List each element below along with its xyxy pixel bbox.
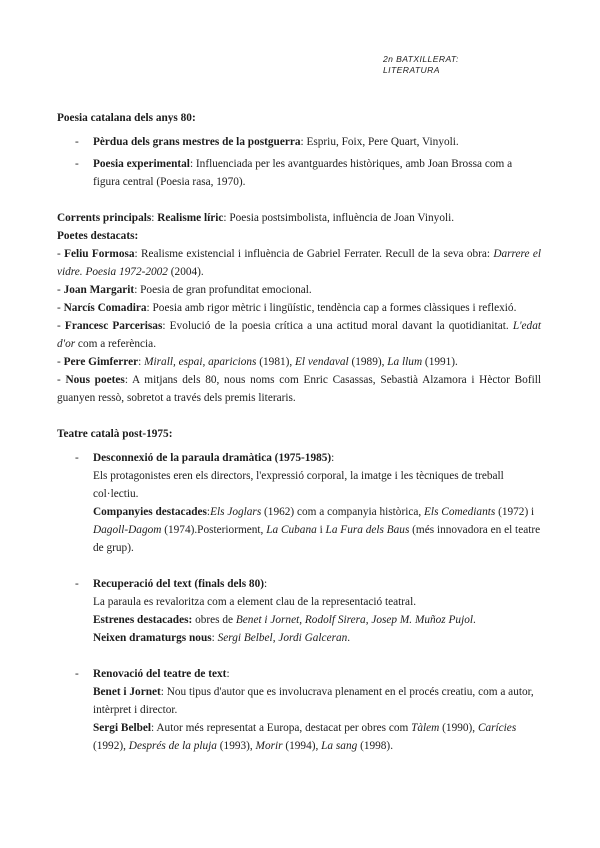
label: Benet i Jornet bbox=[93, 686, 161, 698]
item-text: : Influenciada per les avantguardes històriques, amb Joan Brossa com a figura central (Poesia rasa, 1970). bbox=[93, 158, 513, 188]
author-name: Sergi Belbel bbox=[217, 632, 273, 644]
work-title: La llum bbox=[387, 356, 423, 368]
theatre-section bbox=[57, 425, 541, 755]
list-item bbox=[57, 449, 541, 557]
text: (1990), bbox=[439, 722, 478, 734]
text: , bbox=[272, 632, 279, 644]
section-text bbox=[93, 629, 541, 647]
poet-text: : Realisme existencial i influència de Gabriel Ferrater. Recull de la seva obra: bbox=[134, 248, 494, 260]
heading-suffix: : bbox=[331, 452, 335, 464]
section-heading bbox=[93, 449, 541, 467]
poetry-title: Poesia catalana dels anys 80: bbox=[57, 112, 196, 124]
item-bold: Poesia experimental bbox=[93, 158, 190, 170]
heading-text: Desconnexió de la paraula dramàtica (1975-1985) bbox=[93, 452, 332, 464]
company-name: Dagoll-Dagom bbox=[93, 524, 162, 536]
work-title: L'edat d'or bbox=[57, 320, 541, 350]
work-title: La sang bbox=[321, 740, 358, 752]
section-heading bbox=[93, 575, 541, 593]
text: : bbox=[211, 632, 218, 644]
item-text: : Espriu, Foix, Pere Quart, Vinyoli. bbox=[300, 136, 459, 148]
poet-text: (1991). bbox=[422, 356, 458, 368]
label: Estrenes destacades: bbox=[93, 614, 193, 626]
section-text: Els protagonistes eren els directors, l'expressió corporal, la imatge i les tècniques de treball col·lectiu. bbox=[93, 470, 504, 500]
text: : Autor més representat a Europa, destacat per obres com bbox=[151, 722, 412, 734]
label: Neixen dramaturgs nous bbox=[93, 632, 212, 644]
poetry-section bbox=[57, 109, 541, 191]
poet-text: com a referència. bbox=[75, 338, 157, 350]
poet-text: : Poesia amb rigor mètric i lingüístic, tendència cap a formes clàssiques i reflexió. bbox=[146, 302, 517, 314]
poet-name: Joan Margarit bbox=[63, 284, 135, 296]
work-title: Carícies bbox=[477, 722, 517, 734]
text: , bbox=[299, 614, 305, 626]
text: , bbox=[365, 614, 372, 626]
course-header-line1: 2n BATXILLERAT: bbox=[383, 54, 459, 64]
poet-name: Feliu Formosa bbox=[64, 248, 135, 260]
author-name: Rodolf Sirera bbox=[304, 614, 366, 626]
section-heading bbox=[93, 665, 541, 683]
poet-name: Francesc Parcerisas bbox=[64, 320, 163, 332]
text: (1974).Posteriorment, bbox=[161, 524, 267, 536]
company-name: La Cubana bbox=[266, 524, 317, 536]
theatre-title: Teatre català post-1975: bbox=[57, 428, 173, 440]
company-name: Els Joglars bbox=[210, 506, 262, 518]
poet-text: : Evolució de la poesia crítica a una actitud moral davant la quotidianitat. bbox=[162, 320, 513, 332]
work-title: Tàlem bbox=[411, 722, 440, 734]
company-name: La Fura dels Baus bbox=[325, 524, 410, 536]
work-title: Darrere el vidre. Poesia 1972-2002 bbox=[57, 248, 542, 278]
text: (1993), bbox=[216, 740, 256, 752]
poet-text: (2004). bbox=[167, 266, 204, 278]
poet-text: : bbox=[138, 356, 145, 368]
text: obres de bbox=[192, 614, 236, 626]
heading-text: Recuperació del text (finals dels 80) bbox=[93, 578, 264, 590]
work-title: Després de la pluja bbox=[128, 740, 217, 752]
poets-label: Poetes destacats bbox=[57, 230, 135, 242]
poet-entry: - Nous poetes: A mitjans dels 80, nous noms com Enric Casassas, Sebastià Alzamora i Hèctor Bofill guanyen ressò, sobretot a través dels premis literaris. bbox=[57, 374, 541, 404]
author-name: Jordi Galceran bbox=[278, 632, 348, 644]
course-header-line2: LITERATURA bbox=[383, 65, 440, 75]
currents-section bbox=[57, 209, 541, 407]
realism-text: : Poesia postsimbolista, influència de Joan Vinyoli. bbox=[223, 212, 455, 224]
label: Companyies destacades bbox=[93, 506, 207, 518]
poet-text: (1989), bbox=[348, 356, 388, 368]
author-name: Benet i Jornet bbox=[235, 614, 300, 626]
poet-name: Narcís Comadira bbox=[63, 302, 147, 314]
section-text: La paraula es revaloritza com a element clau de la representació teatral. bbox=[93, 596, 417, 608]
heading-suffix: : bbox=[226, 668, 230, 680]
section-text bbox=[93, 719, 541, 755]
poet-text: : Poesia de gran profunditat emocional. bbox=[134, 284, 312, 296]
poet-entry: - Narcís Comadira: Poesia amb rigor mètric i lingüístic, tendència cap a formes clàssiques i reflexió. bbox=[57, 302, 517, 314]
work-title: Morir bbox=[255, 740, 283, 752]
separator: : bbox=[151, 212, 158, 224]
text: (més innovadora en el teatre de grup). bbox=[93, 524, 541, 554]
text: (1992), bbox=[93, 740, 129, 752]
poetry-intro-list bbox=[57, 133, 541, 191]
text: (1972) i bbox=[495, 506, 535, 518]
poet-entry: - Feliu Formosa: Realisme existencial i influència de Gabriel Ferrater. Recull de la seva obra: Darrere el vidre. Poesia 1972-2002 (2004). bbox=[57, 248, 542, 278]
course-header bbox=[383, 54, 503, 76]
heading-suffix: : bbox=[264, 578, 268, 590]
author-name: Josep M. Muñoz Pujol bbox=[371, 614, 473, 626]
list-item bbox=[57, 155, 541, 191]
text: : Nou tipus d'autor que es involucrava plenament en el procés creatiu, com a autor, intèrpret i director. bbox=[93, 686, 534, 716]
currents-line bbox=[57, 209, 541, 227]
list-item bbox=[57, 133, 541, 151]
section-text bbox=[93, 503, 541, 557]
text: (1994), bbox=[282, 740, 322, 752]
work-title: Mirall, espai, aparicions bbox=[144, 356, 257, 368]
poet-entry: - Pere Gimferrer: Mirall, espai, aparicions (1981), El vendaval (1989), La llum (1991). bbox=[57, 356, 458, 368]
poet-entry: - Joan Margarit: Poesia de gran profunditat emocional. bbox=[57, 284, 312, 296]
text: . bbox=[347, 632, 351, 644]
realism-label: Realisme líric bbox=[157, 212, 224, 224]
poet-text: (1981), bbox=[256, 356, 296, 368]
section-text bbox=[93, 683, 541, 719]
item-bold: Pèrdua dels grans mestres de la postguerra bbox=[93, 136, 301, 148]
currents-label: Corrents principals bbox=[57, 212, 152, 224]
label: Sergi Belbel bbox=[93, 722, 152, 734]
work-title: El vendaval bbox=[295, 356, 349, 368]
company-name: Els Comediants bbox=[424, 506, 496, 518]
poet-text: : A mitjans dels 80, nous noms com Enric Casassas, Sebastià Alzamora i Hèctor Bofill guanyen ressò, sobretot a través dels premis literaris. bbox=[57, 374, 541, 404]
list-item bbox=[57, 665, 541, 755]
text: : bbox=[206, 506, 211, 518]
poets-heading bbox=[57, 227, 541, 245]
theatre-list bbox=[57, 449, 541, 755]
text: . bbox=[473, 614, 476, 626]
poet-name: Nous poetes bbox=[65, 374, 125, 386]
document-body bbox=[57, 109, 541, 773]
section-text bbox=[93, 611, 541, 629]
poet-entry: - Francesc Parcerisas: Evolució de la poesia crítica a una actitud moral davant la quotidianitat. L'edat d'or com a referència. bbox=[57, 320, 541, 350]
text: (1962) com a companyia històrica, bbox=[261, 506, 425, 518]
text: (1998). bbox=[357, 740, 394, 752]
poets-colon: : bbox=[134, 230, 139, 242]
list-item bbox=[57, 575, 541, 647]
heading-text: Renovació del teatre de text bbox=[93, 668, 227, 680]
text: i bbox=[316, 524, 326, 536]
poet-name: Pere Gimferrer bbox=[63, 356, 139, 368]
